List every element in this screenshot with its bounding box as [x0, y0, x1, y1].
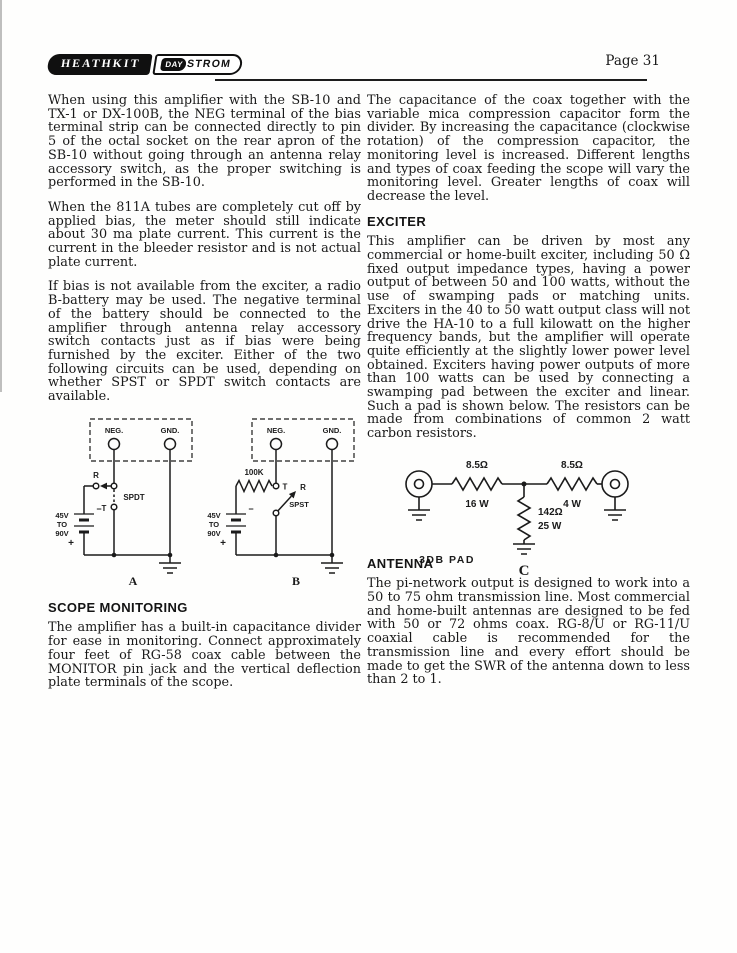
heathkit-logo-text: HEATHKIT: [60, 58, 142, 70]
r1-wattage-label: 16 W: [465, 498, 489, 510]
paragraph-antenna: The pi-network output is designed to work into a 50 to 75 ohm transmission line. Most commercial and home-built antennas are designed to be fed with 50 or 72 ohms coax. RG-8/U or RG-11/U coaxial cable is recommended for the transmission line and every effort should be made to get the SWR of the antenna down to less than 2 to 1.: [367, 576, 690, 688]
pad-caption: 3DB PAD: [419, 553, 475, 566]
circuit-diagram-a: [48, 415, 198, 587]
neg-label: NEG.: [104, 425, 124, 435]
figure-b-label: B: [291, 573, 301, 587]
ground-icon: [513, 544, 535, 554]
battery-voltage-label: 45V: [207, 510, 221, 520]
figure-c-label: C: [518, 562, 530, 577]
daystrom-logo-text: STROM: [186, 58, 232, 70]
switch-pivot-icon: [273, 510, 279, 516]
daystrom-d-icon: DAY: [160, 58, 187, 71]
resistor-icon: [236, 480, 272, 491]
ground-icon: [321, 563, 343, 573]
ground-icon: [604, 510, 626, 520]
paragraph-811a-cutoff: When the 811A tubes are completely cut off by applied bias, the meter should still indicate about 30 ma plate current. This current is the current in the bleeder resistor and is not actual plate current.: [48, 199, 361, 270]
circuit-diagram-c: [397, 452, 642, 577]
r3-wattage-label: 25 W: [538, 520, 562, 532]
svg-text:TO: TO: [208, 519, 220, 529]
neg-terminal-icon: [109, 438, 120, 449]
circuit-diagram-b: [206, 415, 358, 587]
battery-voltage-label: 45V: [55, 510, 69, 520]
left-column: [48, 94, 361, 701]
paragraph-bias-battery: If bias is not available from the exciter, a radio B-battery may be used. The negative terminal of the battery should be connected to the amplifier through antenna relay accessory switch contacts just as if bias were being furnished by the exciter. Either of the two following circuits can be used, depending on whether SPST or SPDT switch contacts are available.: [48, 279, 361, 405]
right-column: [367, 94, 690, 701]
resistor-icon: [547, 478, 597, 490]
page-number: Page 31: [605, 53, 660, 69]
paragraph-sb10-connection: When using this amplifier with the SB-10 and TX-1 or DX-100B, the NEG terminal of the bias terminal strip can be connected directly to pin 5 of the octal socket on the rear apron of the SB-10 without going through an antenna relay accessory switch, as the proper switching is performed in the SB-10.: [48, 93, 361, 191]
switch-arrow-icon: [100, 482, 107, 489]
two-column-body: [48, 94, 690, 701]
switch-contact-icon: [273, 483, 279, 489]
gnd-label: GND.: [322, 425, 342, 435]
scan-edge-artifact: [0, 0, 2, 392]
daystrom-badge: [153, 54, 244, 75]
resistor-icon: [452, 478, 502, 490]
gnd-label: GND.: [160, 425, 180, 435]
relay-contact-icon: [93, 483, 99, 489]
heathkit-badge: [46, 54, 153, 75]
r2-wattage-label: 4 W: [563, 498, 581, 510]
svg-text:90V: 90V: [55, 528, 69, 538]
r-contact-label: R: [93, 470, 99, 480]
spst-label: SPST: [289, 499, 309, 509]
paragraph-exciter: This amplifier can be driven by most any commercial or home-built exciter, including 50 Ω fixed output impedance types, having a power output of between 50 and 100 watts, without the use of swamping pads or matching units. Exciters in the 40 to 50 watt output class will not drive the HA-10 to a full kilowatt on the higher frequency bands, but the amplifier will operate quite efficiently at the slightly lower power level obtained. Exciters having power outputs of more than 100 watts can be used by connecting a swamping pad between the exciter and linear. Such a pad is shown below. The resistors can be made from combinations of common 2 watt carbon resistors.: [367, 234, 690, 442]
paragraph-coax-divider: The capacitance of the coax together with the variable mica compression capacitor form the divider. By increasing the capacitance (clockwise rotation) of the compression capacitor, the monitoring level is increased. Different lengths and types of coax feeding the scope will vary the monitoring level. Greater lengths of coax will decrease the level.: [367, 93, 690, 204]
header-rule: [215, 79, 647, 81]
coax-connector-icon: [602, 471, 628, 497]
resistor-icon: [518, 497, 530, 540]
paragraph-scope-monitoring: The amplifier has a built-in capacitance divider for ease in monitoring. Connect approximately four feet of RG-58 coax cable between the MONITOR pin jack and the vertical deflection plate terminals of the scope.: [48, 620, 361, 691]
bias-circuit-figures: [48, 415, 361, 587]
svg-text:TO: TO: [56, 519, 68, 529]
figure-a-label: A: [128, 573, 138, 587]
neg-label: NEG.: [266, 425, 286, 435]
coax-connector-icon: [406, 471, 432, 497]
antenna-heading: ANTENNA: [367, 555, 434, 571]
page-header: [48, 52, 690, 82]
exciter-heading: EXCITER: [367, 213, 427, 229]
switch-contact-icon: [111, 504, 117, 510]
battery-plus-label: +: [220, 537, 226, 549]
resistor-value-label: 100K: [244, 467, 264, 477]
r1-value-label: 8.5Ω: [466, 459, 488, 471]
neg-terminal-icon: [271, 438, 282, 449]
scope-monitoring-heading: SCOPE MONITORING: [48, 599, 188, 615]
battery-minus-label: −: [96, 503, 102, 514]
ground-icon: [408, 510, 430, 520]
switch-contact-icon: [111, 483, 117, 489]
svg-text:90V: 90V: [207, 528, 221, 538]
heathkit-daystrom-logo: [46, 54, 243, 75]
battery-minus-label: −: [248, 503, 254, 514]
spdt-label: SPDT: [123, 492, 145, 502]
r-contact-label: R: [300, 482, 306, 492]
ground-icon: [159, 563, 181, 573]
gnd-terminal-icon: [165, 438, 176, 449]
battery-plus-label: +: [68, 537, 74, 549]
t-contact-label: T: [282, 482, 288, 492]
r3-value-label: 142Ω: [538, 506, 563, 518]
t-contact-label: T: [101, 503, 107, 513]
r2-value-label: 8.5Ω: [561, 459, 583, 471]
gnd-terminal-icon: [327, 438, 338, 449]
